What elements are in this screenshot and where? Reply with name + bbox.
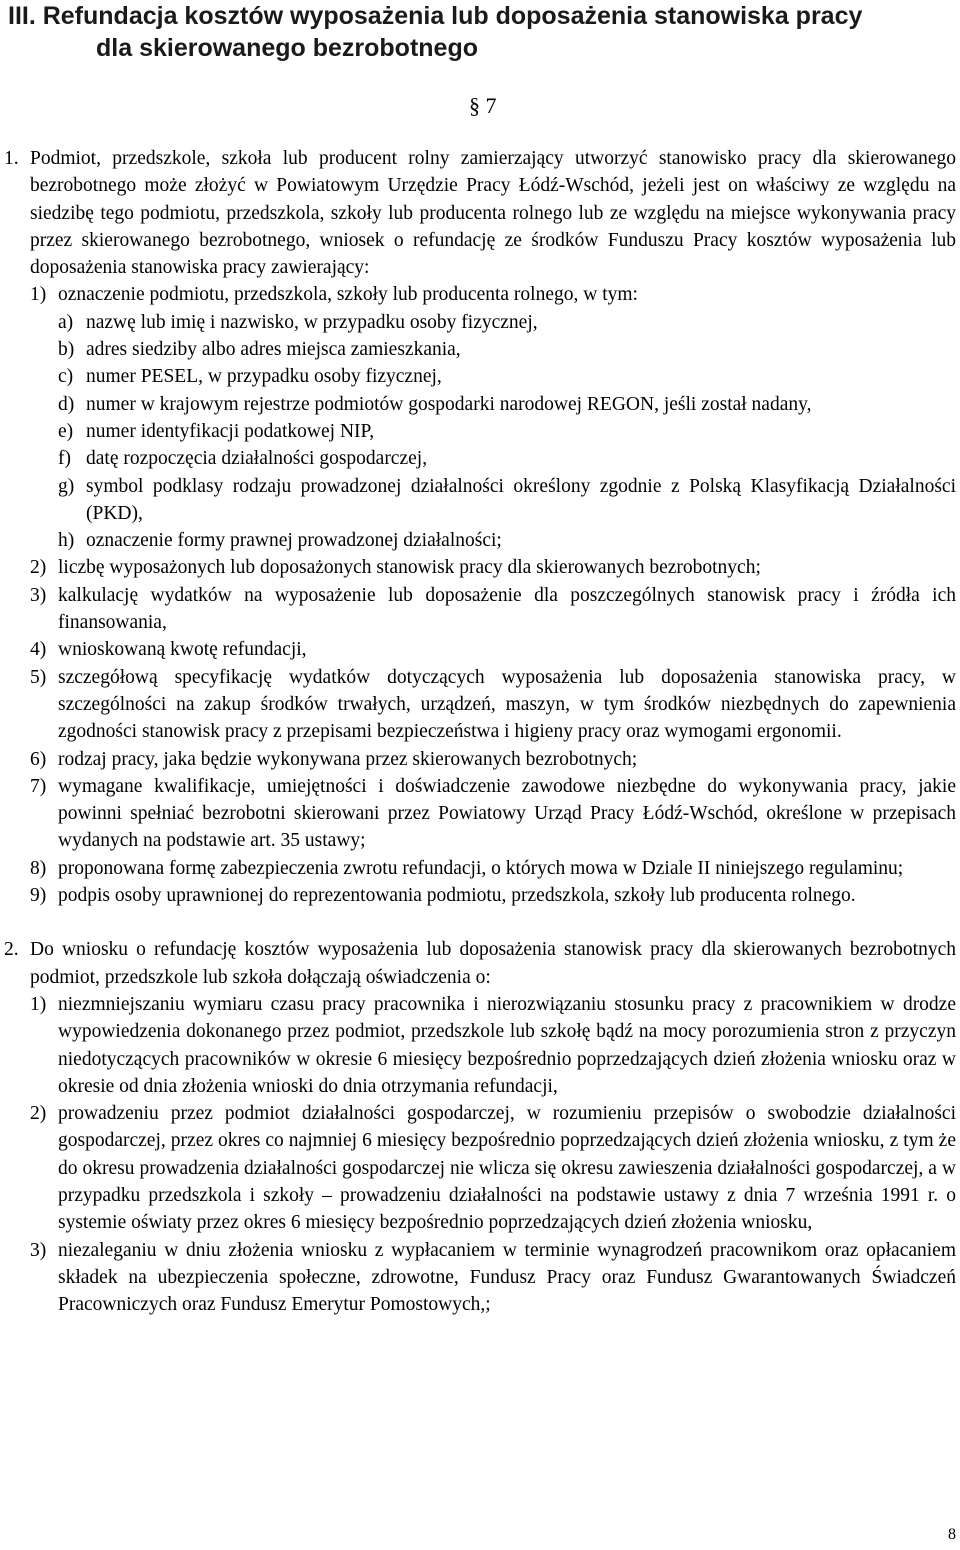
list-item-text: prowadzeniu przez podmiot działalności gospodarczej, w rozumieniu przepisów o swobodzie działalności gospodarczej, przez okres co najmniej 6 miesięcy bezpośrednio poprzedzających dzień złożenia wniosku, z tym że do okresu prowadzenia działalności gospodarczej nie wlicza się okresu zawieszenia działalności gospodarczej, a w przypadku przedszkola i szkoły – prowadzeniu działalności na podstawie ustawy z dnia 7 września 1991 r. o systemie oświaty przez okres 6 miesięcy bezpośrednio poprzedzających dzień złożenia wniosku, [58,1103,956,1234]
paragraph-mark: § 7 [469,93,497,118]
list-item [30,773,956,855]
sub-list-item-letter: e) [58,420,74,442]
list-item-number: 4) [30,639,47,661]
list-item-text: podpis osoby uprawnionej do reprezentowania podmiotu, przedszkola, szkoły lub producenta rolnego. [58,885,856,907]
list-item-text: wymagane kwalifikacje, umiejętności i doświadczenie zawodowe niezbędne do wykonywania pracy, jakie powinni spełniać bezrobotni skierowani przez Powiatowy Urząd Pracy Łódź-Wschód, określone w przepisach wydanych na podstawie art. 35 ustawy; [58,775,956,852]
list-item-text: oznaczenie podmiotu, przedszkola, szkoły lub producenta rolnego, w tym: [58,284,638,306]
list-item-number: 3) [30,584,47,606]
sub-list-item-text: datę rozpoczęcia działalności gospodarczej, [86,448,428,470]
list-item-number: 2) [30,557,47,579]
section-intro-text: Podmiot, przedszkole, szkoła lub producent rolny zamierzający utworzyć stanowisko pracy dla skierowanego bezrobotnego może złożyć w Powiatowym Urzędzie Pracy Łódź-Wschód, jeżeli jest on właściwy ze względu na siedzibę tego podmiotu, przedszkola, szkoły lub producenta rolnego lub ze względu na miejsce wykonywania pracy przez skierowanego bezrobotnego, wniosek o refundację ze środków Funduszu Pracy kosztów wyposażenia lub doposażenia stanowiska pracy zawierający: [30,148,956,279]
list-item [30,746,956,773]
list-item-number: 3) [30,1239,47,1261]
sub-list-item-text: nazwę lub imię i nazwisko, w przypadku osoby fizycznej, [86,311,538,333]
sub-list-item [30,363,956,390]
list-item-number: 5) [30,666,47,688]
sub-list-item-letter: g) [58,475,75,497]
list-item [30,281,956,308]
sub-list-item-letter: h) [58,530,75,552]
sub-list-item-text: symbol podklasy rodzaju prowadzonej działalności określony zgodnie z Polską Klasyfikacją Działalności (PKD), [86,475,956,524]
sub-list-item-letter: c) [58,366,74,388]
sub-list-item-text: adres siedziby albo adres miejsca zamieszkania, [86,339,461,361]
list-item-text: kalkulację wydatków na wyposażenie lub doposażenie dla poszczególnych stanowisk pracy i źródła ich finansowania, [58,584,956,634]
sub-list-item [30,473,956,528]
section-number: 1. [4,148,19,169]
sub-list-item-text: oznaczenie formy prawnej prowadzonej działalności; [86,530,502,552]
list-item-text: rodzaj pracy, jaka będzie wykonywana przez skierowanych bezrobotnych; [58,748,638,770]
sub-list-item-text: numer PESEL, w przypadku osoby fizycznej, [86,366,442,388]
list-item [30,664,956,746]
list-item [30,991,956,1100]
sub-list-item-letter: b) [58,339,75,361]
chapter-heading-line-1: III. Refundacja kosztów wyposażenia lub doposażenia stanowiska pracy [8,2,863,30]
sub-list-item-letter: d) [58,393,75,415]
section-2 [0,936,960,1318]
sub-list-item [30,336,956,363]
section-intro-text: Do wniosku o refundację kosztów wyposażenia lub doposażenia stanowisk pracy dla skierowanych bezrobotnych podmiot, przedszkole lub szkoła dołączają oświadczenia o: [30,939,956,988]
list-item-text: szczegółową specyfikację wydatków dotyczących wyposażenia lub doposażenia stanowiska pracy, w szczególności na zakup środków trwałych, urządzeń, maszyn, w tym środków niezbędnych do zapewnienia zgodności stanowisk pracy z przepisami bezpieczeństwa i higieny pracy oraz wymogami ergonomii. [58,666,956,743]
document-body [0,145,960,1318]
chapter-heading [8,0,948,64]
sub-list-item-letter: a) [58,311,74,333]
sub-list-item-text: numer identyfikacji podatkowej NIP, [86,420,375,442]
list-item-number: 9) [30,885,47,907]
list-item-number: 7) [30,775,47,797]
sub-list-item-text: numer w krajowym rejestrze podmiotów gospodarki narodowej REGON, jeśli został nadany, [86,393,812,415]
list-item [30,1100,956,1236]
sub-list-item [30,309,956,336]
section-1 [0,145,960,909]
list-item [30,636,956,663]
section-spacer [0,909,960,936]
chapter-heading-line-2: dla skierowanego bezrobotnego [96,34,478,62]
section-number: 2. [4,939,19,961]
list-item [30,882,956,909]
sub-list-item [30,418,956,445]
sub-list-item [30,527,956,554]
sub-list-item [30,445,956,472]
list-item [30,554,956,581]
list-item-text: niezaleganiu w dniu złożenia wniosku z wypłacaniem w terminie wynagrodzeń pracownikom oraz opłacaniem składek na ubezpieczenia społeczne, zdrowotne, Fundusz Pracy oraz Fundusz Gwarantowanych Świadczeń Pracowniczych oraz Fundusz Emerytur Pomostowych,; [58,1239,956,1316]
sub-list-item [30,391,956,418]
list-item-number: 1) [30,284,47,306]
list-item-text: niezmniejszaniu wymiaru czasu pracy pracownika i nierozwiązaniu stosunku pracy z pracownikiem w drodze wypowiedzenia dokonanego przez podmiot, przedszkole lub szkołę bądź na mocy porozumienia stron z przyczyn niedotyczących pracowników w okresie 6 miesięcy bezpośrednio poprzedzających dzień złożenia wniosku oraz w okresie od dnia złożenia wnioski do dnia otrzymania refundacji, [58,993,956,1097]
list-item-number: 2) [30,1103,47,1125]
list-item-text: proponowana formę zabezpieczenia zwrotu refundacji, o których mowa w Dziale II niniejszego regulaminu; [58,857,904,879]
list-item [30,582,956,637]
list-item-text: wnioskowaną kwotę refundacji, [58,639,307,661]
page-number: 8 [948,1526,956,1543]
list-item-text: liczbę wyposażonych lub doposażonych stanowisk pracy dla skierowanych bezrobotnych; [58,557,761,579]
list-item [30,855,956,882]
list-item [30,1237,956,1319]
list-item-number: 8) [30,857,47,879]
list-item-number: 1) [30,993,47,1015]
list-item-number: 6) [30,748,47,770]
sub-list-item-letter: f) [58,448,71,470]
